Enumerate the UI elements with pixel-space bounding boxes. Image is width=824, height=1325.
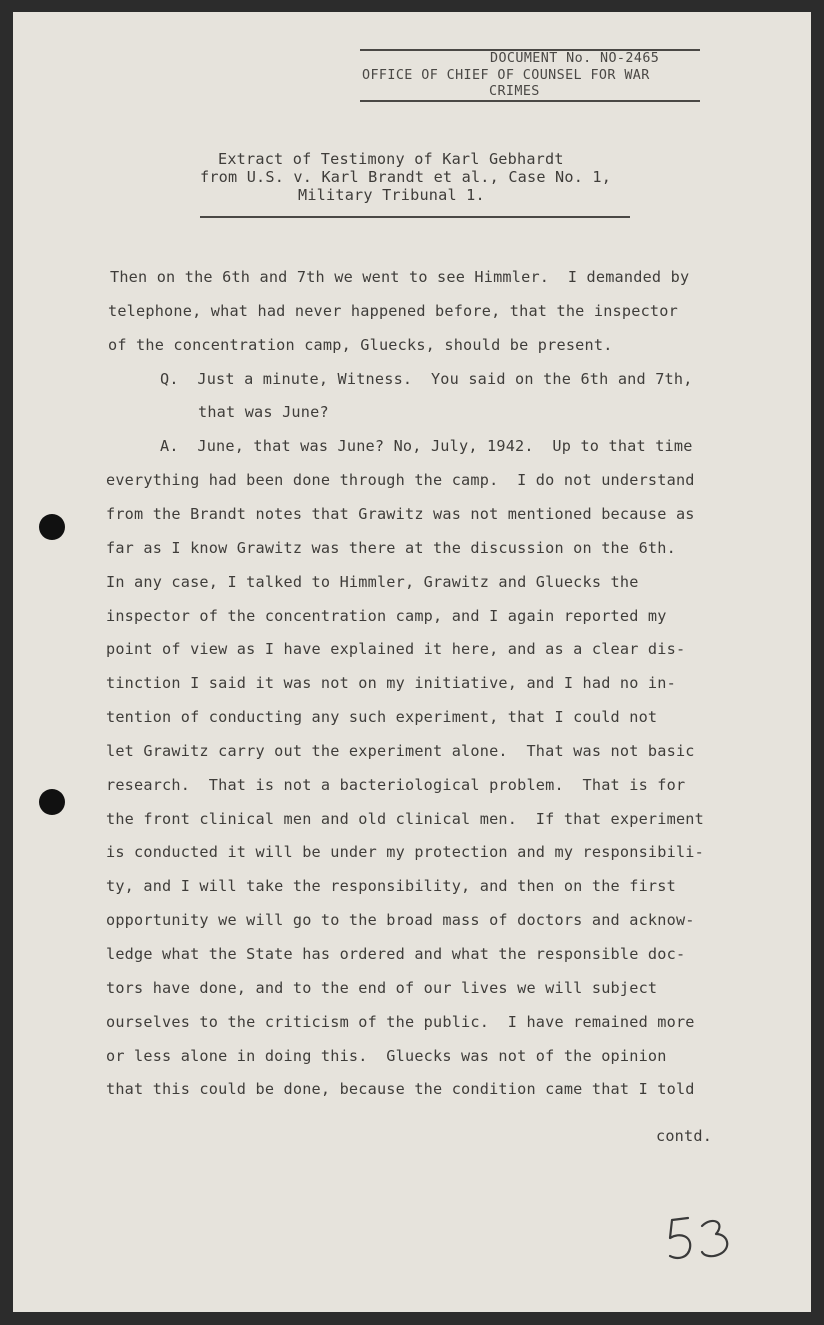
body-line: is conducted it will be under my protection and my responsibili- bbox=[106, 843, 704, 862]
body-line: let Grawitz carry out the experiment alone. That was not basic bbox=[106, 741, 695, 760]
handwritten-page-number bbox=[666, 1212, 736, 1264]
body-line: inspector of the concentration camp, and I again reported my bbox=[106, 606, 667, 625]
office-line-continued: CRIMES bbox=[489, 84, 540, 99]
body-line: of the concentration camp, Gluecks, should be present. bbox=[108, 335, 613, 354]
body-line: tinction I said it was not on my initiative, and I had no in- bbox=[106, 674, 676, 693]
title-rule bbox=[200, 216, 630, 218]
body-line: tention of conducting any such experiment, that I could not bbox=[106, 708, 658, 727]
body-line: ty, and I will take the responsibility, and then on the first bbox=[106, 877, 676, 896]
body-line: that this could be done, because the condition came that I told bbox=[106, 1080, 695, 1099]
body-line: point of view as I have explained it here, and as a clear dis- bbox=[106, 640, 686, 659]
punch-hole-bottom bbox=[39, 789, 65, 815]
title-line-2: from U.S. v. Karl Brandt et al., Case No. 1, bbox=[200, 168, 612, 186]
title-line-1: Extract of Testimony of Karl Gebhardt bbox=[218, 150, 564, 168]
body-line: everything had been done through the camp. I do not understand bbox=[106, 471, 695, 490]
body-line: ledge what the State has ordered and what the responsible doc- bbox=[106, 945, 686, 963]
body-line: A. June, that was June? No, July, 1942. Up to that time bbox=[160, 437, 693, 456]
body-line: or less alone in doing this. Gluecks was not of the opinion bbox=[106, 1046, 667, 1065]
office-line: OFFICE OF CHIEF OF COUNSEL FOR WAR bbox=[362, 68, 650, 83]
body-line: ourselves to the criticism of the public. I have remained more bbox=[106, 1012, 695, 1031]
continuation-mark: contd. bbox=[656, 1127, 713, 1145]
body-line: that was June? bbox=[198, 403, 329, 422]
document-page bbox=[13, 12, 811, 1312]
body-line: Then on the 6th and 7th we went to see Himmler. I demanded by bbox=[110, 268, 690, 286]
body-line: the front clinical men and old clinical men. If that experiment bbox=[106, 809, 704, 828]
body-line: tors have done, and to the end of our lives we will subject bbox=[106, 978, 658, 997]
title-line-3: Military Tribunal 1. bbox=[298, 186, 485, 204]
header-bottom-rule bbox=[360, 100, 700, 102]
document-number: DOCUMENT No. NO-2465 bbox=[490, 51, 660, 66]
body-line: opportunity we will go to the broad mass of doctors and acknow- bbox=[106, 911, 695, 930]
body-line: far as I know Grawitz was there at the discussion on the 6th. bbox=[106, 538, 676, 557]
body-line: In any case, I talked to Himmler, Grawitz and Gluecks the bbox=[106, 572, 639, 591]
body-line: research. That is not a bacteriological problem. That is for bbox=[106, 775, 686, 794]
body-line: Q. Just a minute, Witness. You said on the 6th and 7th, bbox=[160, 369, 693, 388]
body-line: telephone, what had never happened before, that the inspector bbox=[108, 301, 678, 320]
body-line: from the Brandt notes that Grawitz was not mentioned because as bbox=[106, 504, 695, 523]
punch-hole-top bbox=[39, 514, 65, 540]
